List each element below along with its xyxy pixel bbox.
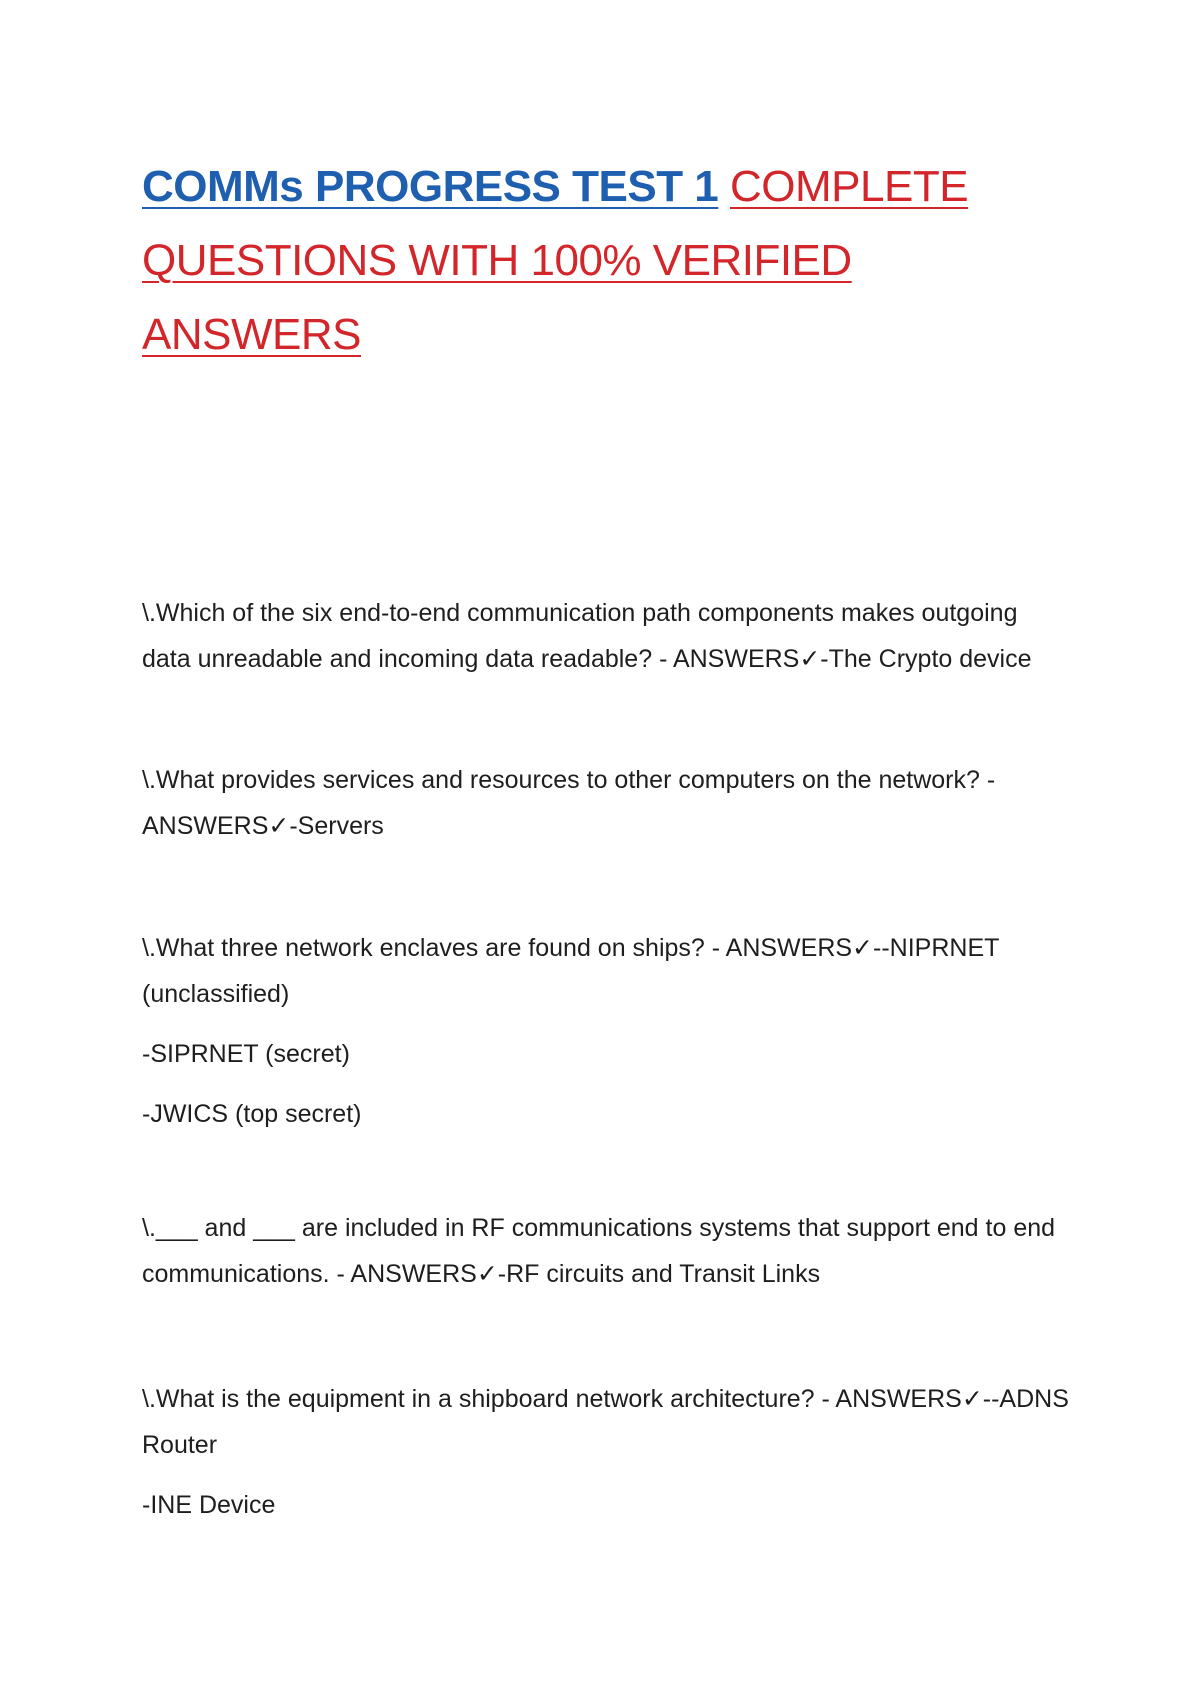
- qa-item-text: \.What three network enclaves are found on ships? - ANSWERS✓--NIPRNET (unclassified): [142, 934, 999, 1008]
- qa-item-5: [142, 1376, 1072, 1528]
- qa-item-4: [142, 1205, 1072, 1297]
- qa-item-2: [142, 757, 1072, 849]
- title-test-name: COMMs PROGRESS TEST 1: [142, 162, 719, 211]
- title-subtitle: COMPLETE QUESTIONS WITH 100% VERIFIED ANSWERS: [142, 162, 969, 359]
- qa-item-text: \.Which of the six end-to-end communication path components makes outgoing data unreadable and incoming data readable? - ANSWERS✓-The Crypto device: [142, 599, 1032, 673]
- qa-item-text: \.What is the equipment in a shipboard network architecture? - ANSWERS✓--ADNS Router: [142, 1385, 1069, 1459]
- qa-item-extra-line: -JWICS (top secret): [142, 1100, 362, 1128]
- document-title: [142, 150, 1042, 372]
- qa-item-3: [142, 925, 1072, 1137]
- qa-item-text: \.What provides services and resources to other computers on the network? - ANSWERS✓-Servers: [142, 766, 996, 840]
- qa-item-text: \.___ and ___ are included in RF communications systems that support end to end communications. - ANSWERS✓-RF circuits and Transit Links: [142, 1214, 1056, 1288]
- qa-item-1: [142, 590, 1072, 682]
- qa-item-extra-line: -INE Device: [142, 1491, 276, 1519]
- qa-item-extra-line: -SIPRNET (secret): [142, 1040, 350, 1068]
